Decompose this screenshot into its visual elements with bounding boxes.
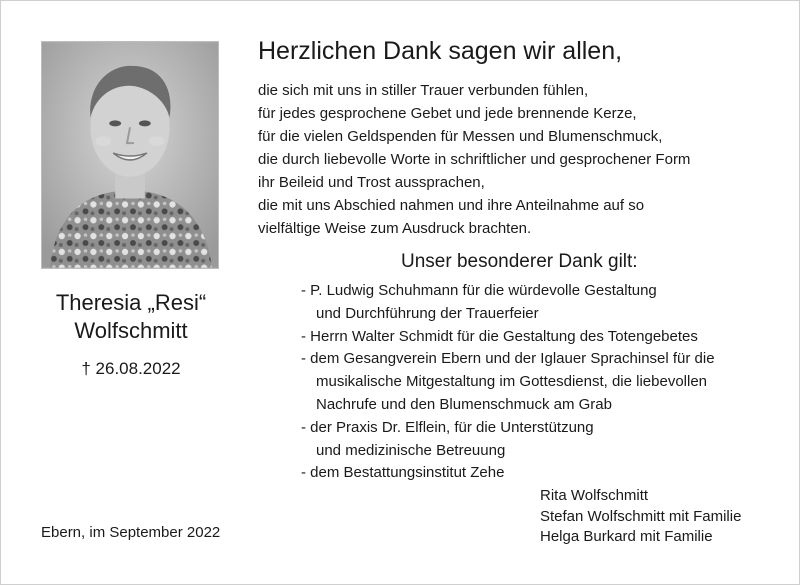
deceased-first-name: Theresia „Resi“ xyxy=(55,290,207,315)
special-thanks-line: - Herrn Walter Schmidt für die Gestaltung des Totengebetes xyxy=(301,327,698,345)
thanks-line: die mit uns Abschied nahmen und ihre Anteilnahme auf so xyxy=(258,197,645,214)
special-thanks-line: - dem Bestattungsinstitut Zehe xyxy=(301,464,505,482)
signer: Helga Burkard mit Familie xyxy=(540,528,713,545)
death-date: † 26.08.2022 xyxy=(81,359,181,378)
thanks-line: die sich mit uns in stiller Trauer verbunden fühlen, xyxy=(258,82,589,99)
special-thanks-line: musikalische Mitgestaltung im Gottesdienst, die liebevollen xyxy=(316,373,708,391)
special-thanks-heading: Unser besonderer Dank gilt: xyxy=(401,251,638,272)
place-and-date: Ebern, im September 2022 xyxy=(41,524,221,541)
thanks-line: vielfältige Weise zum Ausdruck brachten. xyxy=(258,220,532,237)
thanks-line: für die vielen Geldspenden für Messen und Blumenschmuck, xyxy=(258,128,663,145)
signers xyxy=(540,486,741,548)
special-thanks-line: und Durchführung der Trauerfeier xyxy=(316,304,539,322)
special-thanks-line: und medizinische Betreuung xyxy=(316,441,506,459)
special-thanks-list xyxy=(301,280,715,485)
deceased-surname: Wolfschmitt xyxy=(74,318,188,343)
thanks-line: ihr Beileid und Trost aussprachen, xyxy=(258,174,485,191)
thanks-heading: Herzlichen Dank sagen wir allen, xyxy=(258,37,623,65)
signer: Stefan Wolfschmitt mit Familie xyxy=(540,507,742,525)
thanks-text xyxy=(258,79,690,240)
special-thanks-line: - der Praxis Dr. Elflein, für die Unterstützung xyxy=(301,418,594,436)
deceased-name xyxy=(31,289,231,345)
signer: Rita Wolfschmitt xyxy=(540,487,649,504)
special-thanks-line: - dem Gesangverein Ebern und der Iglauer Sprachinsel für die xyxy=(301,350,715,368)
special-thanks-line: Nachrufe und den Blumenschmuck am Grab xyxy=(316,395,612,413)
portrait-image xyxy=(42,42,218,268)
special-thanks-line: - P. Ludwig Schuhmann für die würdevolle Gestaltung xyxy=(301,282,657,299)
thanks-line: für jedes gesprochene Gebet und jede brennende Kerze, xyxy=(258,105,637,122)
thanks-line: die durch liebevolle Worte in schriftlicher und gesprochener Form xyxy=(258,151,691,168)
portrait-photo xyxy=(41,41,219,269)
